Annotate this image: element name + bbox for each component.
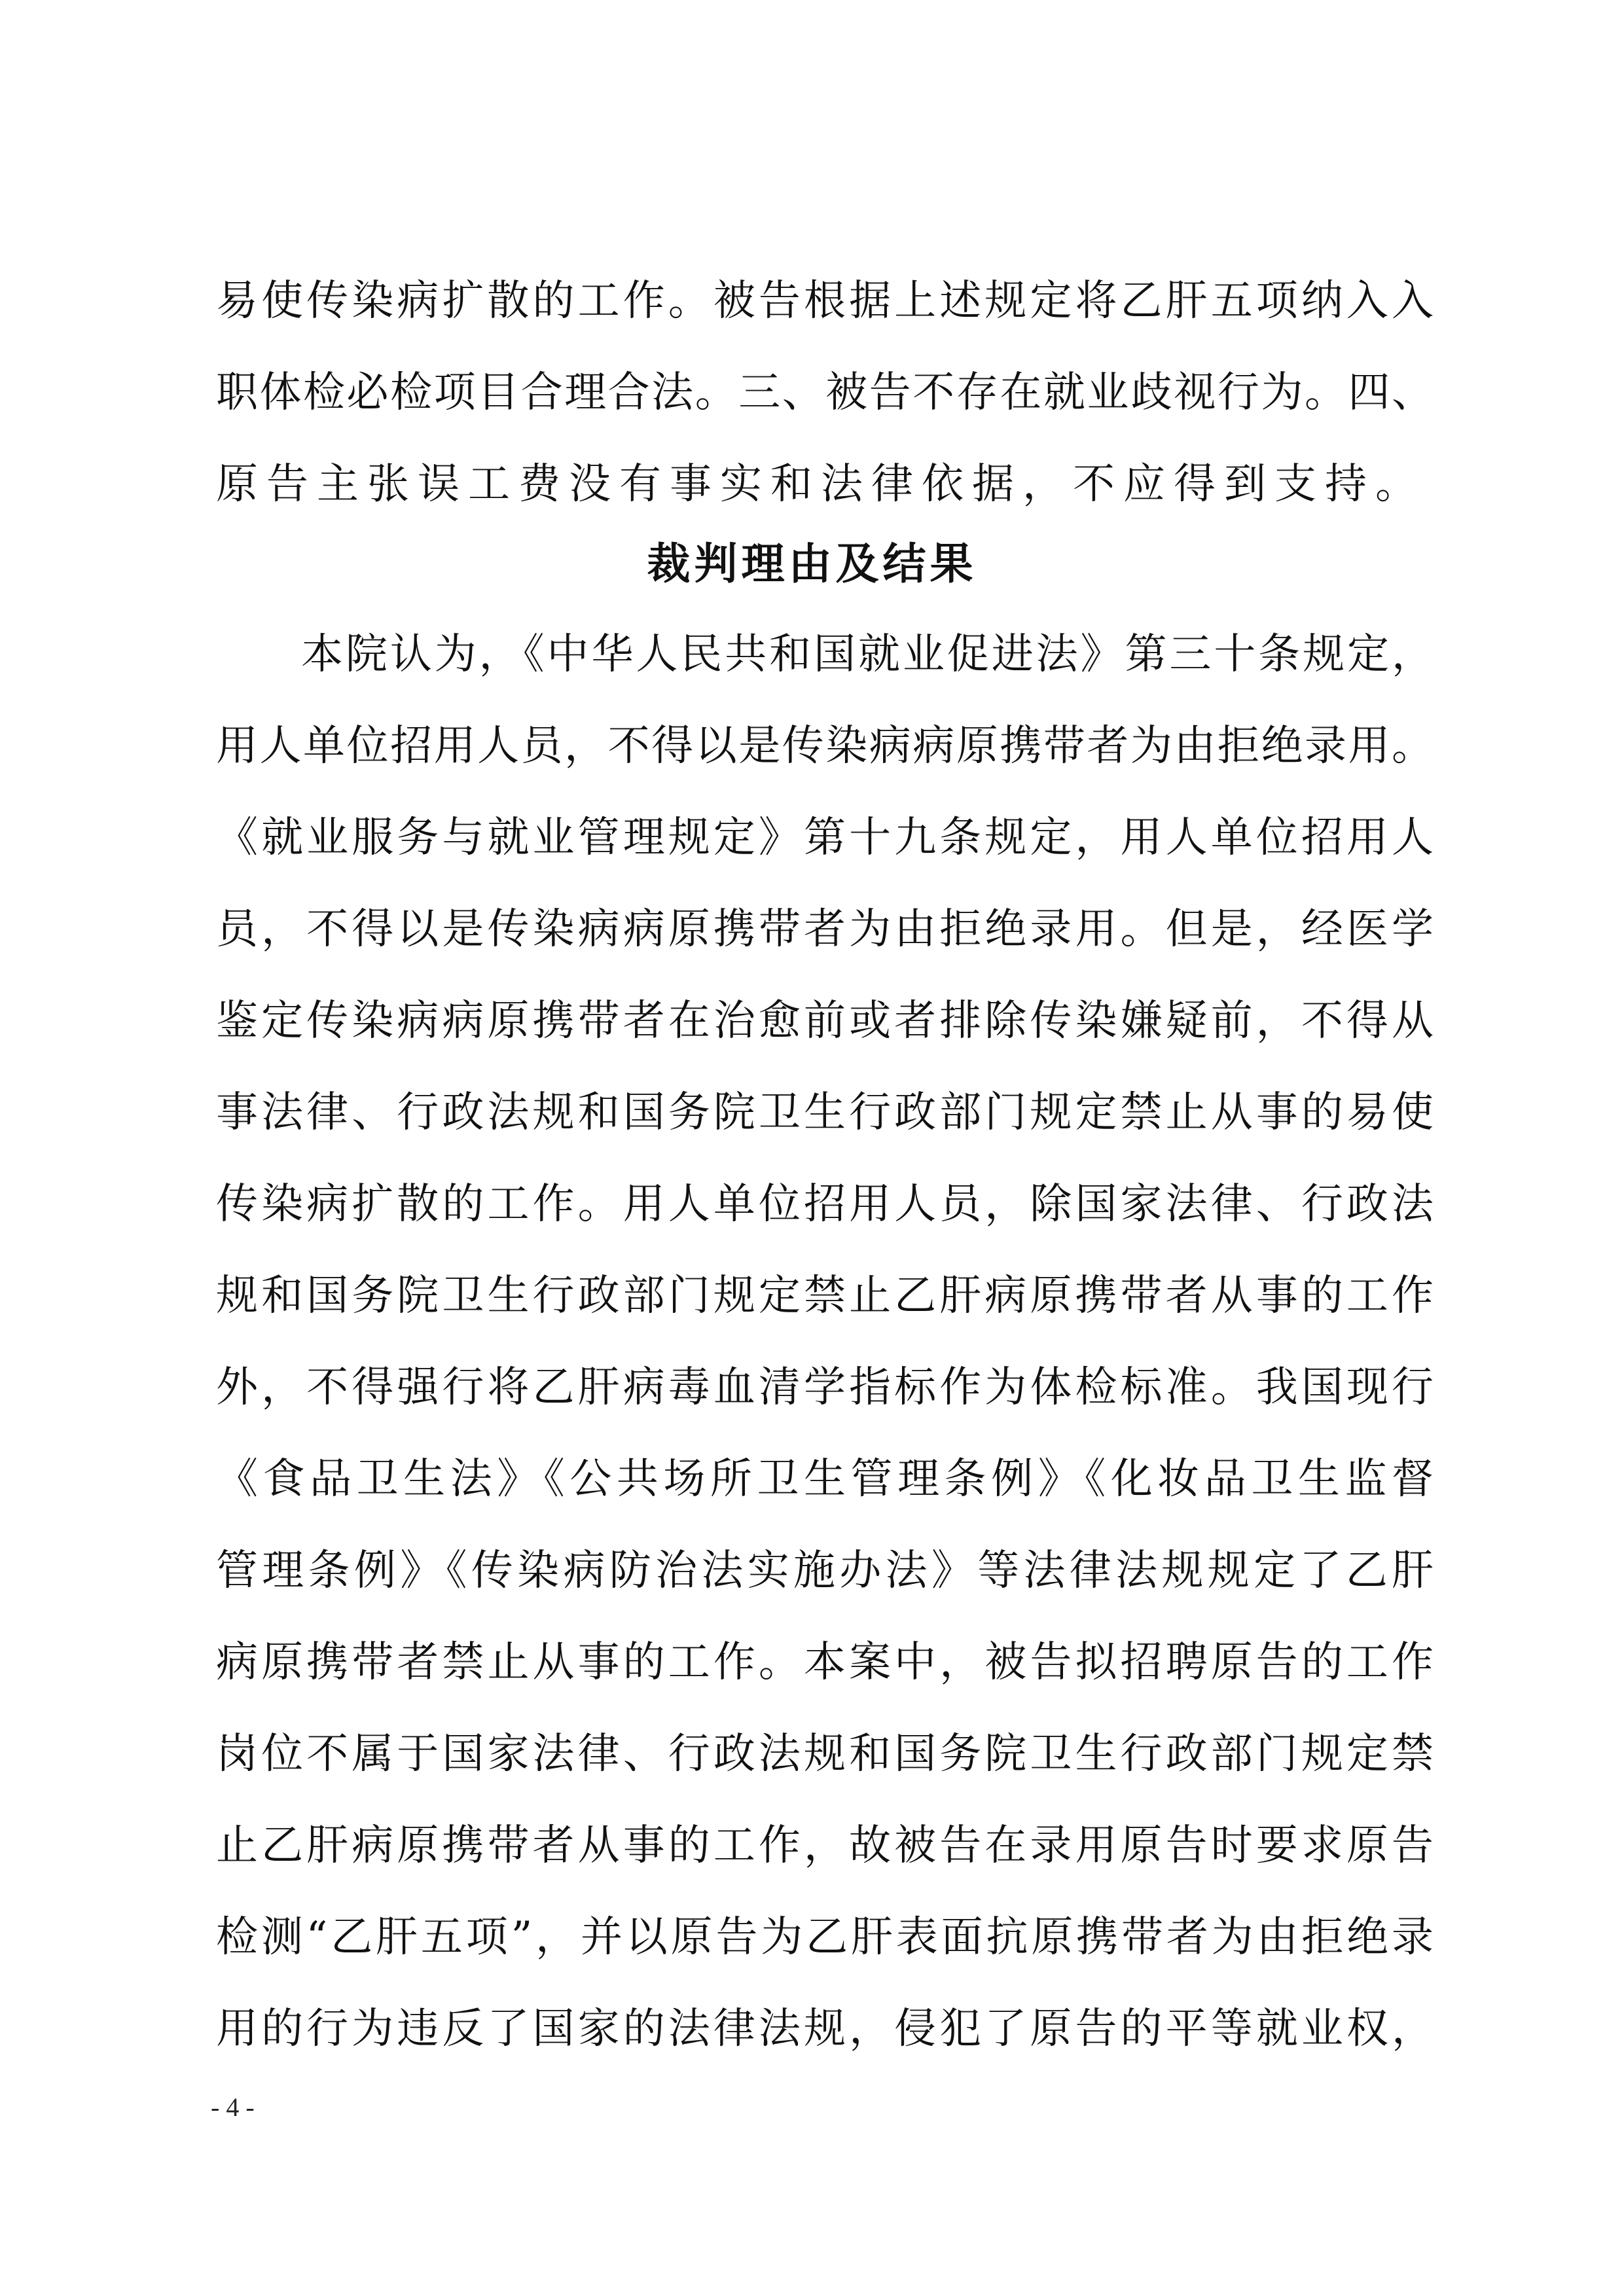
text-line: 外，不得强行将乙肝病毒血清学指标作为体检标准。我国现行 xyxy=(216,1363,1434,1412)
text-line: 鉴定传染病病原携带者在治愈前或者排除传染嫌疑前，不得从 xyxy=(216,997,1434,1045)
text-line: 易使传染病扩散的工作。被告根据上述规定将乙肝五项纳入入 xyxy=(216,277,1434,325)
text-line: 事法律、行政法规和国务院卫生行政部门规定禁止从事的易使 xyxy=(216,1088,1434,1137)
text-line: 病原携带者禁止从事的工作。本案中，被告拟招聘原告的工作 xyxy=(216,1638,1434,1687)
text-line: 职体检必检项目合理合法。三、被告不存在就业歧视行为。四、 xyxy=(216,368,1434,417)
section-heading: 裁判理由及结果 xyxy=(647,539,977,589)
text-line: 岗位不属于国家法律、行政法规和国务院卫生行政部门规定禁 xyxy=(216,1730,1434,1778)
text-line: 传染病扩散的工作。用人单位招用人员，除国家法律、行政法 xyxy=(216,1180,1434,1229)
text-line: 用的行为违反了国家的法律法规，侵犯了原告的平等就业权， xyxy=(216,2005,1434,2053)
text-line: 用人单位招用人员，不得以是传染病病原携带者为由拒绝录用。 xyxy=(216,722,1434,770)
text-line: 《就业服务与就业管理规定》第十九条规定，用人单位招用人 xyxy=(216,814,1434,862)
text-line: 原告主张误工费没有事实和法律依据，不应得到支持。 xyxy=(216,460,1426,509)
text-line: 《食品卫生法》《公共场所卫生管理条例》《化妆品卫生监督 xyxy=(216,1455,1434,1503)
page-number: - 4 - xyxy=(211,2092,255,2122)
text-line: 检测“乙肝五项”，并以原告为乙肝表面抗原携带者为由拒绝录 xyxy=(216,1913,1434,1962)
text-line: 本院认为，《中华人民共和国就业促进法》第三十条规定， xyxy=(301,630,1434,679)
text-line: 管理条例》《传染病防治法实施办法》等法律法规规定了乙肝 xyxy=(216,1547,1434,1595)
text-line: 员，不得以是传染病病原携带者为由拒绝录用。但是，经医学 xyxy=(216,905,1434,954)
text-line: 止乙肝病原携带者从事的工作，故被告在录用原告时要求原告 xyxy=(216,1821,1434,1870)
text-line: 规和国务院卫生行政部门规定禁止乙肝病原携带者从事的工作 xyxy=(216,1272,1434,1320)
